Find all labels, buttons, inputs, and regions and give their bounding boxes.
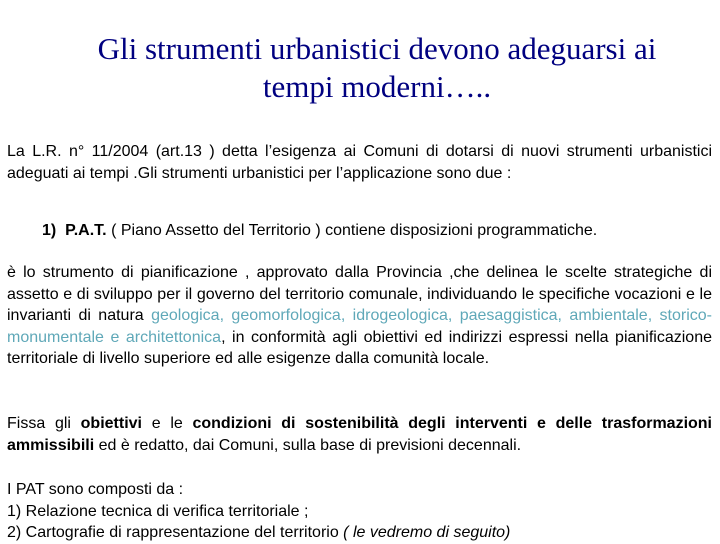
fissa-paragraph — [7, 413, 712, 456]
fissa-tail: ed è redatto, dai Comuni, sulla base di previsioni decennali. — [94, 436, 522, 454]
pat-item-text: ( Piano Assetto del Territorio ) contiene disposizioni programmatiche. — [106, 222, 598, 239]
pat-acronym: P.A.T. — [65, 222, 107, 239]
fissa-conjunction: e — [142, 415, 171, 432]
description-part-2: , in conformità agli obiettivi ed indirizzi espressi nella pianificazione territoriale di livello superiore ed alle esigenze dalla comunità locale. — [7, 328, 712, 367]
intro-paragraph: La L.R. n° 11/2004 (art.13 ) detta l’esigenza ai Comuni di dotarsi di nuovi strumenti urbanistici adeguati ai tempi .Gli strumenti urbanistici per l’applicazione sono due : — [7, 143, 712, 182]
pat-description-paragraph — [7, 262, 712, 370]
fissa-article-2: le — [170, 415, 193, 432]
slide-title — [0, 30, 720, 106]
fissa-word: Fissa — [7, 415, 55, 432]
fissa-article: gli — [54, 415, 81, 432]
composition-block — [7, 479, 712, 544]
description-part-1: è lo strumento di pianificazione , approvato dalla Provincia ,che delinea le scelte strategiche di assetto e di sviluppo per il governo del territorio comunale, individuando le specifiche vocazioni e le invarianti di natura — [7, 264, 712, 324]
composition-item-1: 1) Relazione tecnica di verifica territoriale ; — [7, 502, 309, 520]
fissa-condizioni: condizioni di sostenibilità degli interventi e delle trasformazioni ammissibili — [7, 415, 713, 454]
title-line-1: Gli strumenti urbanistici devono adeguarsi ai — [97, 31, 657, 66]
pat-list-item — [42, 220, 597, 241]
title-line-2: tempi moderni….. — [262, 69, 492, 104]
composition-item-2 — [7, 522, 712, 544]
composition-heading: I PAT sono composti da : — [7, 481, 184, 498]
pat-item-number: 1) — [42, 222, 57, 239]
composition-item-2-note: ( le vedremo di seguito) — [343, 524, 511, 541]
description-highlight: geologica, geomorfologica, idrogeologica, paesaggistica, ambientale, storico-monumentale e architettonica — [7, 307, 712, 346]
fissa-obiettivi: obiettivi — [80, 415, 142, 432]
composition-item-2-text: 2) Cartografie di rappresentazione del territorio — [7, 524, 344, 541]
